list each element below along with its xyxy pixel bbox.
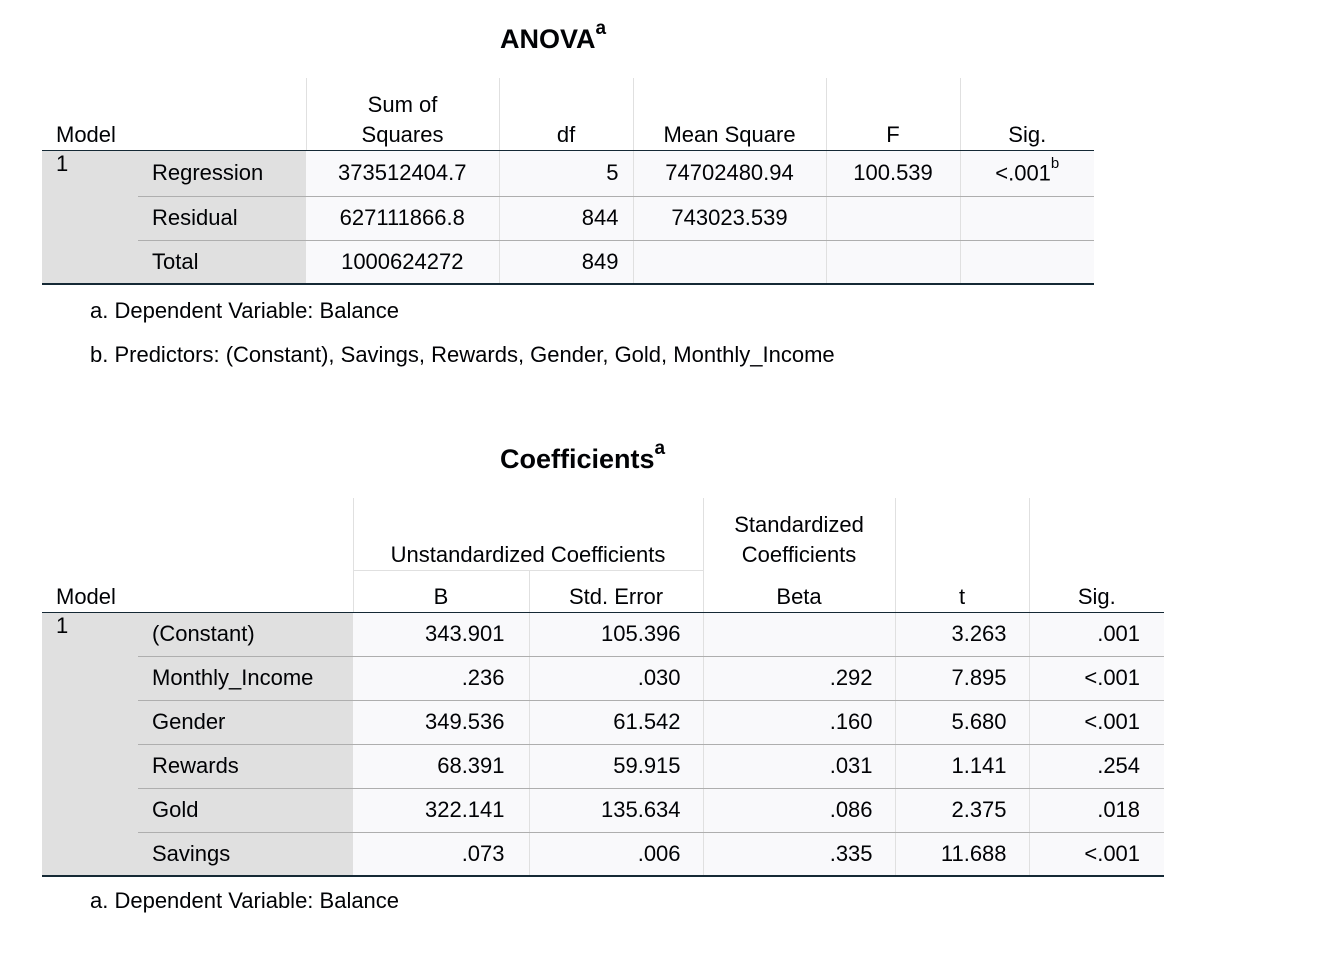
coefficients-table	[42, 498, 1164, 877]
coefficients-row-rewards	[42, 744, 1164, 788]
anova-row-residual	[42, 196, 1094, 240]
coefficients-row-label: Rewards	[138, 744, 353, 788]
anova-model-number: 1	[42, 150, 138, 284]
coefficients-header-model: Model	[42, 498, 353, 612]
anova-row-label: Regression	[138, 150, 306, 196]
anova-table	[42, 78, 1094, 285]
coefficients-cell-beta: .086	[703, 788, 895, 832]
anova-row-regression	[42, 150, 1094, 196]
coefficients-cell-se: 135.634	[529, 788, 703, 832]
coefficients-row-label: (Constant)	[138, 612, 353, 656]
anova-cell-sig	[960, 150, 1094, 196]
anova-header-sig: Sig.	[960, 78, 1094, 150]
anova-row-total	[42, 240, 1094, 284]
coefficients-header-std-error: Std. Error	[529, 570, 703, 612]
coefficients-title	[500, 438, 666, 475]
anova-cell-ss: 1000624272	[306, 240, 499, 284]
coefficients-row-label: Gender	[138, 700, 353, 744]
anova-cell-df: 844	[499, 196, 633, 240]
anova-cell-ms	[633, 240, 826, 284]
anova-header-model: Model	[42, 78, 306, 150]
coefficients-header-b: B	[353, 570, 529, 612]
coefficients-cell-beta: .160	[703, 700, 895, 744]
coefficients-cell-se: 61.542	[529, 700, 703, 744]
anova-title	[500, 18, 607, 55]
coefficients-header-sig: Sig.	[1029, 498, 1164, 612]
coefficients-cell-beta	[703, 612, 895, 656]
coefficients-header-std-line1: Standardized	[734, 512, 864, 537]
coefficients-footnote-a: a. Dependent Variable: Balance	[90, 888, 400, 913]
anova-cell-ms: 74702480.94	[633, 150, 826, 196]
coefficients-header-std	[703, 498, 895, 570]
coefficients-cell-sig: .018	[1029, 788, 1164, 832]
anova-header-mean-square: Mean Square	[633, 78, 826, 150]
coefficients-header-t: t	[895, 498, 1029, 612]
anova-cell-ss: 627111866.8	[306, 196, 499, 240]
coefficients-model-number: 1	[42, 612, 138, 876]
anova-header-f: F	[826, 78, 960, 150]
anova-cell-f: 100.539	[826, 150, 960, 196]
coefficients-row-gold	[42, 788, 1164, 832]
anova-cell-df: 5	[499, 150, 633, 196]
coefficients-header-beta: Beta	[703, 570, 895, 612]
coefficients-cell-b: .073	[353, 832, 529, 876]
anova-cell-sig	[960, 196, 1094, 240]
anova-title-sup: a	[595, 18, 607, 39]
anova-cell-f	[826, 196, 960, 240]
coefficients-cell-t: 7.895	[895, 656, 1029, 700]
coefficients-row-label: Savings	[138, 832, 353, 876]
coefficients-cell-sig: <.001	[1029, 832, 1164, 876]
anova-row-label: Total	[138, 240, 306, 284]
coefficients-cell-se: 59.915	[529, 744, 703, 788]
coefficients-row-gender	[42, 700, 1164, 744]
coefficients-title-text: Coefficients	[500, 444, 655, 474]
anova-header-ss-line1: Sum of	[367, 91, 438, 117]
coefficients-cell-beta: .031	[703, 744, 895, 788]
coefficients-cell-b: .236	[353, 656, 529, 700]
coefficients-cell-t: 2.375	[895, 788, 1029, 832]
coefficients-cell-b: 349.536	[353, 700, 529, 744]
coefficients-cell-se: .030	[529, 656, 703, 700]
coefficients-row-savings	[42, 832, 1164, 876]
coefficients-cell-beta: .335	[703, 832, 895, 876]
anova-row-label: Residual	[138, 196, 306, 240]
coefficients-cell-b: 343.901	[353, 612, 529, 656]
coefficients-cell-se: 105.396	[529, 612, 703, 656]
anova-cell-f	[826, 240, 960, 284]
coefficients-cell-t: 11.688	[895, 832, 1029, 876]
anova-cell-ss: 373512404.7	[306, 150, 499, 196]
coefficients-cell-b: 68.391	[353, 744, 529, 788]
coefficients-cell-sig: <.001	[1029, 700, 1164, 744]
coefficients-cell-sig: <.001	[1029, 656, 1164, 700]
coefficients-cell-se: .006	[529, 832, 703, 876]
coefficients-header-row-1	[42, 498, 1164, 570]
coefficients-cell-sig: .001	[1029, 612, 1164, 656]
coefficients-header-std-line2: Coefficients	[741, 542, 857, 567]
anova-footnote-a: a. Dependent Variable: Balance	[90, 298, 400, 323]
anova-cell-sig-note: b	[1050, 155, 1060, 173]
anova-title-text: ANOVA	[500, 24, 596, 54]
coefficients-cell-t: 1.141	[895, 744, 1029, 788]
coefficients-cell-beta: .292	[703, 656, 895, 700]
anova-header-ss-line2: Squares	[361, 121, 444, 147]
anova-cell-df: 849	[499, 240, 633, 284]
anova-header-sum-of-squares	[306, 78, 499, 150]
coefficients-row-label: Monthly_Income	[138, 656, 353, 700]
coefficients-cell-t: 3.263	[895, 612, 1029, 656]
anova-header-row	[42, 78, 1094, 150]
coefficients-header-unstd: Unstandardized Coefficients	[353, 498, 703, 570]
coefficients-row-label: Gold	[138, 788, 353, 832]
coefficients-row-constant	[42, 612, 1164, 656]
anova-cell-sig-value: <.001	[995, 160, 1051, 186]
anova-footnote-b: b. Predictors: (Constant), Savings, Rewards, Gender, Gold, Monthly_Income	[90, 342, 835, 367]
anova-header-df: df	[499, 78, 633, 150]
anova-cell-ms: 743023.539	[633, 196, 826, 240]
coefficients-row-monthly-income	[42, 656, 1164, 700]
coefficients-cell-sig: .254	[1029, 744, 1164, 788]
coefficients-title-sup: a	[654, 438, 666, 459]
coefficients-cell-t: 5.680	[895, 700, 1029, 744]
coefficients-cell-b: 322.141	[353, 788, 529, 832]
anova-cell-sig	[960, 240, 1094, 284]
